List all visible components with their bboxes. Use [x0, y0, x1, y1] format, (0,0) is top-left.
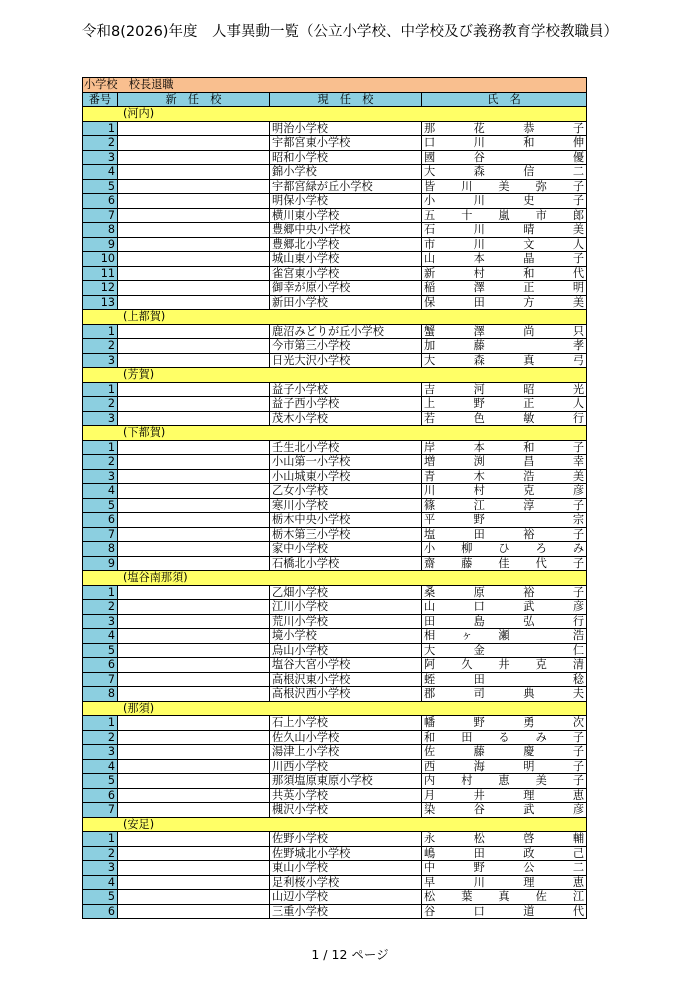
current-school-cell: 高根沢東小学校 — [270, 672, 422, 687]
new-school-cell — [118, 861, 270, 876]
current-school-cell: 昭和小学校 — [270, 150, 422, 165]
row-number: 4 — [83, 759, 118, 774]
new-school-cell — [118, 295, 270, 310]
person-name-cell: 川村克彦 — [422, 484, 587, 499]
district-row — [83, 107, 587, 122]
current-school-cell: 雀宮東小学校 — [270, 266, 422, 281]
table-row — [83, 440, 587, 455]
new-school-cell — [118, 890, 270, 905]
table-row — [83, 759, 587, 774]
person-name-cell: 新村和代 — [422, 266, 587, 281]
row-number: 7 — [83, 208, 118, 223]
person-name-cell: 佐藤慶子 — [422, 745, 587, 760]
row-number: 2 — [83, 600, 118, 615]
new-school-cell — [118, 774, 270, 789]
new-school-cell — [118, 339, 270, 354]
row-number: 6 — [83, 513, 118, 528]
new-school-cell — [118, 687, 270, 702]
district-name: (安足) — [83, 817, 587, 832]
current-school-cell: 宇都宮緑が丘小学校 — [270, 179, 422, 194]
row-number: 3 — [83, 614, 118, 629]
current-school-cell: 乙畑小学校 — [270, 585, 422, 600]
table-row — [83, 687, 587, 702]
table-row — [83, 252, 587, 267]
table-row — [83, 339, 587, 354]
current-school-cell: 小山城東小学校 — [270, 469, 422, 484]
current-school-cell: 山辺小学校 — [270, 890, 422, 905]
current-school-cell: 石上小学校 — [270, 716, 422, 731]
table-row — [83, 890, 587, 905]
current-school-cell: 明治小学校 — [270, 121, 422, 136]
table-row — [83, 513, 587, 528]
new-school-cell — [118, 759, 270, 774]
current-school-cell: 佐久山小学校 — [270, 730, 422, 745]
current-school-cell: 川西小学校 — [270, 759, 422, 774]
person-name-cell: 那花恭子 — [422, 121, 587, 136]
header-new-school: 新 任 校 — [118, 92, 270, 107]
table-row — [83, 266, 587, 281]
current-school-cell: 高根沢西小学校 — [270, 687, 422, 702]
person-name-cell: 蟹澤尚只 — [422, 324, 587, 339]
new-school-cell — [118, 875, 270, 890]
person-name-cell: 小川史子 — [422, 194, 587, 209]
current-school-cell: 佐野小学校 — [270, 832, 422, 847]
current-school-cell: 小山第一小学校 — [270, 455, 422, 470]
table-row — [83, 136, 587, 151]
district-name: (下都賀) — [83, 426, 587, 441]
page-footer: 1 / 12 ページ — [311, 947, 389, 962]
row-number: 6 — [83, 658, 118, 673]
row-number: 2 — [83, 339, 118, 354]
table-row — [83, 411, 587, 426]
new-school-cell — [118, 165, 270, 180]
person-name-cell: 嶋田政己 — [422, 846, 587, 861]
person-name-cell: 内村恵美子 — [422, 774, 587, 789]
person-name-cell: 稲澤正明 — [422, 281, 587, 296]
new-school-cell — [118, 643, 270, 658]
table-row — [83, 658, 587, 673]
row-number: 10 — [83, 252, 118, 267]
row-number: 13 — [83, 295, 118, 310]
new-school-cell — [118, 716, 270, 731]
current-school-cell: 三重小学校 — [270, 904, 422, 919]
table-row — [83, 295, 587, 310]
table-row — [83, 237, 587, 252]
new-school-cell — [118, 614, 270, 629]
new-school-cell — [118, 237, 270, 252]
person-name-cell: 加藤 孝 — [422, 339, 587, 354]
table-row — [83, 324, 587, 339]
person-name-cell: 保田方美 — [422, 295, 587, 310]
person-name-cell: 田島弘行 — [422, 614, 587, 629]
table-row — [83, 556, 587, 571]
row-number: 8 — [83, 542, 118, 557]
row-number: 8 — [83, 223, 118, 238]
current-school-cell: 御幸が原小学校 — [270, 281, 422, 296]
row-number: 6 — [83, 788, 118, 803]
person-name-cell: 桑原裕子 — [422, 585, 587, 600]
new-school-cell — [118, 208, 270, 223]
header-row — [83, 92, 587, 107]
row-number: 4 — [83, 165, 118, 180]
current-school-cell: 湯津上小学校 — [270, 745, 422, 760]
row-number: 5 — [83, 774, 118, 789]
current-school-cell: 佐野城北小学校 — [270, 846, 422, 861]
table-row — [83, 585, 587, 600]
person-name-cell: 谷口道代 — [422, 904, 587, 919]
current-school-cell: 塩谷大宮小学校 — [270, 658, 422, 673]
row-number: 12 — [83, 281, 118, 296]
row-number: 5 — [83, 498, 118, 513]
current-school-cell: 豊郷中央小学校 — [270, 223, 422, 238]
table-row — [83, 382, 587, 397]
row-number: 2 — [83, 846, 118, 861]
table-row — [83, 861, 587, 876]
current-school-cell: 豊郷北小学校 — [270, 237, 422, 252]
table-row — [83, 455, 587, 470]
current-school-cell: 家中小学校 — [270, 542, 422, 557]
person-name-cell: 篠江淳子 — [422, 498, 587, 513]
new-school-cell — [118, 353, 270, 368]
header-name: 氏 名 — [422, 92, 587, 107]
new-school-cell — [118, 150, 270, 165]
row-number: 1 — [83, 716, 118, 731]
current-school-cell: 城山東小学校 — [270, 252, 422, 267]
row-number: 3 — [83, 861, 118, 876]
person-name-cell: 吉河昭光 — [422, 382, 587, 397]
new-school-cell — [118, 194, 270, 209]
table-row — [83, 469, 587, 484]
current-school-cell: 今市第三小学校 — [270, 339, 422, 354]
person-name-cell: 中野公二 — [422, 861, 587, 876]
new-school-cell — [118, 266, 270, 281]
person-name-cell: 西海明子 — [422, 759, 587, 774]
new-school-cell — [118, 600, 270, 615]
new-school-cell — [118, 904, 270, 919]
current-school-cell: 乙女小学校 — [270, 484, 422, 499]
row-number: 2 — [83, 730, 118, 745]
person-name-cell: 大森信二 — [422, 165, 587, 180]
person-name-cell: 口川和伸 — [422, 136, 587, 151]
new-school-cell — [118, 179, 270, 194]
current-school-cell: 足利桜小学校 — [270, 875, 422, 890]
row-number: 3 — [83, 411, 118, 426]
table-row — [83, 397, 587, 412]
table-row — [83, 875, 587, 890]
row-number: 6 — [83, 194, 118, 209]
current-school-cell: 新田小学校 — [270, 295, 422, 310]
current-school-cell: 槻沢小学校 — [270, 803, 422, 818]
new-school-cell — [118, 672, 270, 687]
table-row — [83, 498, 587, 513]
table-row — [83, 150, 587, 165]
current-school-cell: 壬生北小学校 — [270, 440, 422, 455]
new-school-cell — [118, 513, 270, 528]
row-number: 9 — [83, 556, 118, 571]
current-school-cell: 江川小学校 — [270, 600, 422, 615]
row-number: 1 — [83, 585, 118, 600]
row-number: 2 — [83, 455, 118, 470]
district-row — [83, 310, 587, 325]
header-current-school: 現 任 校 — [270, 92, 422, 107]
person-name-cell: 山本晶子 — [422, 252, 587, 267]
new-school-cell — [118, 788, 270, 803]
person-name-cell: 齋藤佳代子 — [422, 556, 587, 571]
current-school-cell: 烏山小学校 — [270, 643, 422, 658]
row-number: 1 — [83, 832, 118, 847]
new-school-cell — [118, 585, 270, 600]
district-name: (上都賀) — [83, 310, 587, 325]
current-school-cell: 東山小学校 — [270, 861, 422, 876]
current-school-cell: 宇都宮東小学校 — [270, 136, 422, 151]
person-name-cell: 青木浩美 — [422, 469, 587, 484]
table-row — [83, 121, 587, 136]
row-number: 5 — [83, 890, 118, 905]
new-school-cell — [118, 658, 270, 673]
person-name-cell: 早川理恵 — [422, 875, 587, 890]
new-school-cell — [118, 730, 270, 745]
new-school-cell — [118, 629, 270, 644]
new-school-cell — [118, 484, 270, 499]
current-school-cell: 石橋北小学校 — [270, 556, 422, 571]
row-number: 2 — [83, 136, 118, 151]
person-name-cell: 市川文人 — [422, 237, 587, 252]
person-name-cell: 幡野勇次 — [422, 716, 587, 731]
person-name-cell: 永松啓輔 — [422, 832, 587, 847]
person-name-cell: 松葉真佐江 — [422, 890, 587, 905]
person-name-cell: 蛭田 稔 — [422, 672, 587, 687]
person-name-cell: 郡司典夫 — [422, 687, 587, 702]
table-row — [83, 846, 587, 861]
district-name: (芳賀) — [83, 368, 587, 383]
new-school-cell — [118, 469, 270, 484]
row-number: 11 — [83, 266, 118, 281]
new-school-cell — [118, 556, 270, 571]
table-row — [83, 600, 587, 615]
person-name-cell: 阿久井克清 — [422, 658, 587, 673]
current-school-cell: 茂木小学校 — [270, 411, 422, 426]
current-school-cell: 共英小学校 — [270, 788, 422, 803]
person-name-cell: 皆川美弥子 — [422, 179, 587, 194]
new-school-cell — [118, 281, 270, 296]
new-school-cell — [118, 252, 270, 267]
row-number: 5 — [83, 179, 118, 194]
district-name: (河内) — [83, 107, 587, 122]
new-school-cell — [118, 397, 270, 412]
row-number: 4 — [83, 629, 118, 644]
row-number: 4 — [83, 875, 118, 890]
table-row — [83, 484, 587, 499]
district-row — [83, 368, 587, 383]
new-school-cell — [118, 832, 270, 847]
row-number: 3 — [83, 469, 118, 484]
current-school-cell: 寒川小学校 — [270, 498, 422, 513]
new-school-cell — [118, 411, 270, 426]
table-row — [83, 832, 587, 847]
row-number: 1 — [83, 440, 118, 455]
personnel-table — [82, 77, 587, 919]
district-name: (塩谷南那須) — [83, 571, 587, 586]
table-row — [83, 672, 587, 687]
row-number: 6 — [83, 904, 118, 919]
person-name-cell: 上野正人 — [422, 397, 587, 412]
new-school-cell — [118, 803, 270, 818]
person-name-cell: 石川晴美 — [422, 223, 587, 238]
row-number: 1 — [83, 121, 118, 136]
table-row — [83, 353, 587, 368]
district-row — [83, 426, 587, 441]
district-row — [83, 701, 587, 716]
table-row — [83, 716, 587, 731]
new-school-cell — [118, 121, 270, 136]
new-school-cell — [118, 440, 270, 455]
current-school-cell: 荒川小学校 — [270, 614, 422, 629]
row-number: 1 — [83, 324, 118, 339]
table-row — [83, 179, 587, 194]
row-number: 3 — [83, 353, 118, 368]
row-number: 9 — [83, 237, 118, 252]
current-school-cell: 明保小学校 — [270, 194, 422, 209]
row-number: 7 — [83, 672, 118, 687]
district-name: (那須) — [83, 701, 587, 716]
person-name-cell: 和田るみ子 — [422, 730, 587, 745]
table-row — [83, 281, 587, 296]
person-name-cell: 山口武彦 — [422, 600, 587, 615]
person-name-cell: 相ヶ瀬 浩 — [422, 629, 587, 644]
district-row — [83, 817, 587, 832]
row-number: 4 — [83, 484, 118, 499]
table-row — [83, 788, 587, 803]
new-school-cell — [118, 527, 270, 542]
section-row — [83, 78, 587, 93]
header-number: 番号 — [83, 92, 118, 107]
document-title: 令和8(2026)年度 人事異動一覧（公立小学校、中学校及び義務教育学校教職員） — [82, 24, 618, 40]
personnel-table-body — [83, 78, 587, 919]
table-row — [83, 614, 587, 629]
person-name-cell: 若色敏行 — [422, 411, 587, 426]
table-row — [83, 774, 587, 789]
current-school-cell: 栃木第三小学校 — [270, 527, 422, 542]
row-number: 5 — [83, 643, 118, 658]
row-number: 2 — [83, 397, 118, 412]
person-name-cell: 平野 宗 — [422, 513, 587, 528]
table-row — [83, 165, 587, 180]
new-school-cell — [118, 846, 270, 861]
person-name-cell: 大金 仁 — [422, 643, 587, 658]
section-title: 小学校 校長退職 — [83, 78, 587, 93]
row-number: 8 — [83, 687, 118, 702]
current-school-cell: 那須塩原東原小学校 — [270, 774, 422, 789]
current-school-cell: 益子小学校 — [270, 382, 422, 397]
new-school-cell — [118, 382, 270, 397]
current-school-cell: 横川東小学校 — [270, 208, 422, 223]
person-name-cell: 岸本和子 — [422, 440, 587, 455]
person-name-cell: 染谷武彦 — [422, 803, 587, 818]
table-row — [83, 208, 587, 223]
table-row — [83, 904, 587, 919]
row-number: 3 — [83, 150, 118, 165]
new-school-cell — [118, 745, 270, 760]
table-row — [83, 643, 587, 658]
new-school-cell — [118, 542, 270, 557]
current-school-cell: 栃木中央小学校 — [270, 513, 422, 528]
person-name-cell: 大森真弓 — [422, 353, 587, 368]
row-number: 7 — [83, 803, 118, 818]
table-row — [83, 542, 587, 557]
table-row — [83, 223, 587, 238]
table-row — [83, 745, 587, 760]
current-school-cell: 境小学校 — [270, 629, 422, 644]
current-school-cell: 錦小学校 — [270, 165, 422, 180]
new-school-cell — [118, 455, 270, 470]
row-number: 7 — [83, 527, 118, 542]
person-name-cell: 塩田裕子 — [422, 527, 587, 542]
person-name-cell: 増渕昌幸 — [422, 455, 587, 470]
district-row — [83, 571, 587, 586]
table-row — [83, 629, 587, 644]
new-school-cell — [118, 223, 270, 238]
current-school-cell: 益子西小学校 — [270, 397, 422, 412]
current-school-cell: 鹿沼みどりが丘小学校 — [270, 324, 422, 339]
table-row — [83, 730, 587, 745]
person-name-cell: 五十嵐市郎 — [422, 208, 587, 223]
row-number: 1 — [83, 382, 118, 397]
person-name-cell: 小柳ひろみ — [422, 542, 587, 557]
table-row — [83, 527, 587, 542]
person-name-cell: 月井理恵 — [422, 788, 587, 803]
table-row — [83, 803, 587, 818]
new-school-cell — [118, 136, 270, 151]
person-name-cell: 國谷 優 — [422, 150, 587, 165]
new-school-cell — [118, 498, 270, 513]
row-number: 3 — [83, 745, 118, 760]
new-school-cell — [118, 324, 270, 339]
table-row — [83, 194, 587, 209]
current-school-cell: 日光大沢小学校 — [270, 353, 422, 368]
